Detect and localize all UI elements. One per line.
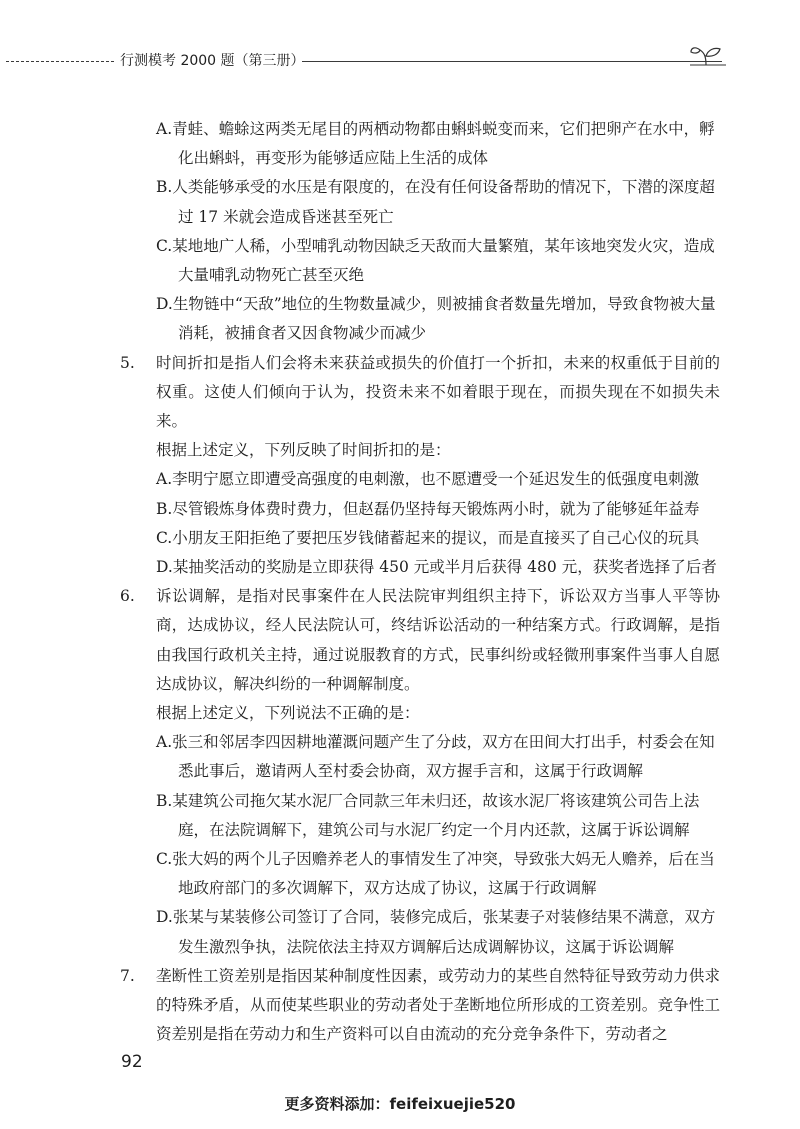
question-5 [120, 349, 720, 583]
q6-prompt: 根据上述定义，下列说法不正确的是： [156, 704, 420, 723]
book-title: 行测模考 2000 题（第三册） [120, 53, 305, 69]
page-number: 92 [121, 1052, 143, 1072]
q6-option-d: D.张某与某装修公司签订了合同，装修完成后，张某妻子对装修结果不满意，双方发生激烈争执，法院依法主持双方调解后达成调解协议，这属于诉讼调解 [156, 908, 716, 956]
page-body [120, 115, 720, 1050]
running-header [6, 44, 726, 70]
q4-option-a: A.青蛙、蟾蜍这两类无尾目的两栖动物都由蝌蚪蜕变而来，它们把卵产在水中，孵化出蝌蚪，再变形为能够适应陆上生活的成体 [156, 120, 715, 168]
question-4-options [120, 115, 720, 349]
q6-option-b: B.某建筑公司拖欠某水泥厂合同款三年未归还，故该水泥厂将该建筑公司告上法庭，在法院调解下，建筑公司与水泥厂约定一个月内还款，这属于诉讼调解 [156, 791, 700, 839]
q4-option-c: C.某地地广人稀，小型哺乳动物因缺乏天敌而大量繁殖，某年该地突发火灾，造成大量哺乳动物死亡甚至灭绝 [156, 236, 715, 285]
q6-number: 6. [120, 587, 135, 606]
header-rule-left [6, 61, 114, 62]
q5-prompt: 根据上述定义，下列反映了时间折扣的是： [156, 441, 451, 460]
question-7 [120, 962, 720, 1050]
q6-option-c: C.张大妈的两个儿子因赡养老人的事情发生了冲突，导致张大妈无人赡养，后在当地政府部门的多次调解下，双方达成了协议，这属于行政调解 [156, 850, 715, 898]
q5-stem: 5. 时间折扣是指人们会将未来获益或损失的价值打一个折扣，未来的权重低于目前的权重。这使人们倾向于认为，投资未来不如着眼于现在，而损失现在不如损失未来。 [120, 349, 720, 437]
q5-option-d: D.某抽奖活动的奖励是立即获得 450 元或半月后获得 480 元，获奖者选择了后者 [156, 558, 717, 577]
q7-number: 7. [120, 966, 135, 985]
q5-option-a: A.李明宁愿立即遭受高强度的电刺激，也不愿遭受一个延迟发生的低强度电刺激 [156, 470, 700, 489]
q5-number: 5. [120, 353, 135, 372]
q4-option-b: B.人类能够承受的水压是有限度的，在没有任何设备帮助的情况下，下潜的深度超过 17 米就会造成昏迷甚至死亡 [156, 178, 715, 226]
footer-watermark-text: 更多资料添加：feifeixuejie520 [284, 1095, 516, 1113]
q5-option-b: B.尽管锻炼身体费时费力，但赵磊仍坚持每天锻炼两小时，就为了能够延年益寿 [156, 499, 700, 518]
q7-stem: 7. 垄断性工资差别是指因某种制度性因素，或劳动力的某些自然特征导致劳动力供求的特殊矛盾，从而使某些职业的劳动者处于垄断地位所形成的工资差别。竞争性工资差别是指在劳动力和生产资料可以自由流动的充分竞争条件下，劳动者之 [120, 962, 720, 1050]
question-6 [120, 582, 720, 962]
header-rule-right [302, 61, 722, 62]
sprout-icon [690, 44, 726, 66]
q6-option-a: A.张三和邻居李四因耕地灌溉问题产生了分歧，双方在田间大打出手，村委会在知悉此事后，邀请两人至村委会协商，双方握手言和，这属于行政调解 [156, 733, 715, 781]
q4-option-d: D.生物链中“天敌”地位的生物数量减少，则被捕食者数量先增加，导致食物被大量消耗，被捕食者又因食物减少而减少 [156, 295, 716, 343]
q5-option-c: C.小朋友王阳拒绝了要把压岁钱储蓄起来的提议，而是直接买了自己心仪的玩具 [156, 528, 700, 547]
q6-stem: 6. 诉讼调解，是指对民事案件在人民法院审判组织主持下，诉讼双方当事人平等协商，达成协议，经人民法院认可，终结诉讼活动的一种结案方式。行政调解，是指由我国行政机关主持，通过说服教育的方式，民事纠纷或轻微刑事案件当事人自愿达成协议，解决纠纷的一种调解制度。 [120, 582, 720, 699]
